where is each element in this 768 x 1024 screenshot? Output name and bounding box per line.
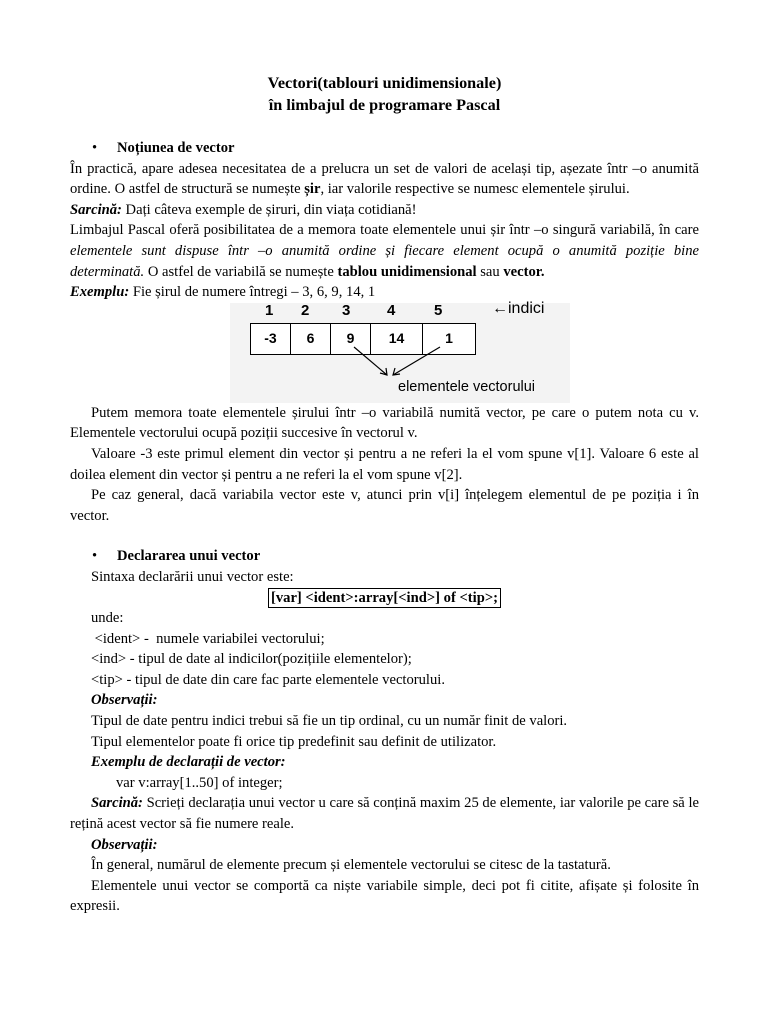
elements-label: elementele vectorului xyxy=(398,378,536,395)
paragraph-caz-general: Pe caz general, dacă variabila vector este v, atunci prin v[i] înțelegem elementul de pe poziția i în vector. xyxy=(70,487,699,524)
syntax-box: [var] <ident>:array[<ind>] of <tip>; xyxy=(268,588,501,608)
task-label: Sarcină: xyxy=(70,201,122,218)
paragraph-definition: În practică, apare adesea necesitatea de a prelucra un set de valori de același tip, așezate într –o anumită ordine. O astfel de structură se numește șir, iar valorile respective se numesc elementele șirului. xyxy=(70,160,699,198)
document-page xyxy=(70,72,699,917)
vector-cell: 9 xyxy=(331,324,371,354)
paragraph-memorare: Putem memora toate elementele șirului într –o variabilă numită vector, pe care o putem nota cu v. Elementele vectorului ocupă poziții succesive în vectorul v. xyxy=(70,404,699,442)
observation-2: Tipul elementelor poate fi orice tip predefinit sau definit de utilizator. xyxy=(91,733,497,750)
indici-arrow-label: ←indici xyxy=(492,299,545,317)
vector-cell: 1 xyxy=(445,330,453,347)
task-label: Sarcină: xyxy=(91,795,143,812)
task-1: Sarcină: Dați câteva exemple de șiruri, din viața cotidiană! xyxy=(70,201,417,218)
bullet-icon: • xyxy=(92,140,98,156)
document-title xyxy=(70,72,699,116)
vector-cell: -3 xyxy=(251,324,291,354)
index-label: 5 xyxy=(434,301,443,319)
index-label: 4 xyxy=(387,301,396,319)
definition-ident: <ident> - numele variabilei vectorului; xyxy=(91,630,325,647)
observations-label-2: Observații: xyxy=(91,836,158,853)
paragraph-valoare: Valoare -3 este primul element din vector și pentru a ne referi la el vom spune v[1]. Valoare 6 este al doilea element din vector și pentru a ne referi la el vom spune v[2]. xyxy=(70,445,699,483)
heading-text: Noțiunea de vector xyxy=(117,140,235,156)
definition-ind: <ind> - tipul de date al indicilor(pozițiile elementelor); xyxy=(91,651,412,668)
title-line-2: în limbajul de programare Pascal xyxy=(268,96,501,114)
title-line-1: Vectori(tablouri unidimensionale) xyxy=(267,74,502,92)
example-decl-label: Exemplu de declarații de vector: xyxy=(91,754,286,771)
task-2: Sarcină: Scrieți declarația unui vector u care să conțină maxim 25 de elemente, iar valorile pe care să le rețină acest vector să fie numere reale. xyxy=(70,795,699,833)
observation-3: În general, numărul de elemente precum și elementele vectorului se citesc de la tastatură. xyxy=(91,857,611,874)
observations-label: Observații: xyxy=(91,692,158,709)
vector-diagram xyxy=(230,299,570,403)
section-heading-declarare xyxy=(70,546,699,567)
definition-tip: <tip> - tipul de date din care fac parte elementele vectorului. xyxy=(91,671,445,688)
observation-4: Elementele unui vector se comportă ca niște variabile simple, deci pot fi citite, afișate și folosite în expresii. xyxy=(70,877,699,915)
index-label: 2 xyxy=(301,301,310,319)
example-decl-code: var v:array[1..50] of integer; xyxy=(116,774,283,791)
observation-1: Tipul de date pentru indici trebui să fie un tip ordinal, cu un număr finit de valori. xyxy=(91,713,568,730)
heading-text: Declararea unui vector xyxy=(117,548,261,565)
index-label: 3 xyxy=(342,301,351,319)
index-label: 1 xyxy=(265,301,274,319)
syntax-intro: Sintaxa declarării unui vector este: xyxy=(91,568,294,585)
example-line: Exemplu: Fie șirul de numere întregi – 3, 6, 9, 14, 1 xyxy=(70,284,376,301)
example-label: Exemplu: xyxy=(70,284,130,301)
vector-cell: 14 xyxy=(371,324,423,354)
paragraph-pascal: Limbajul Pascal oferă posibilitatea de a memora toate elementele unui șir într –o singură variabilă, în care elementele sunt dispuse într –o anumită ordine și fiecare element ocupă o anumită poziție bine determinată. O astfel de variabilă se numește tablou unidimensional sau vector. xyxy=(70,222,699,280)
unde-label: unde: xyxy=(91,610,124,627)
section-heading-notiunea xyxy=(70,138,699,159)
vector-cell: 6 xyxy=(291,324,331,354)
bullet-icon: • xyxy=(92,548,98,565)
